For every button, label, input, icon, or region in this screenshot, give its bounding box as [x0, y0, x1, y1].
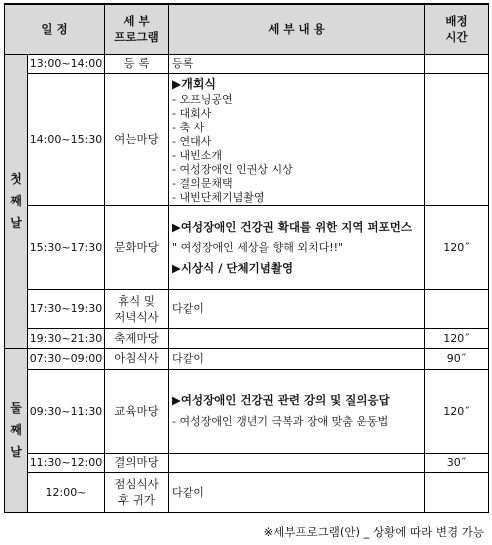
table-row — [5, 348, 489, 369]
time-cell: 17:30~19:30 — [28, 289, 105, 328]
detail-cell: 다같이 — [169, 348, 425, 369]
detail-cell — [169, 369, 425, 453]
detail-cell — [169, 205, 425, 289]
header-row — [5, 4, 489, 54]
program-cell: 문화마당 — [105, 205, 169, 289]
detail-cell — [169, 453, 425, 472]
detail-quote: " 여성장애인 세상을 향해 외치다!!" — [172, 241, 344, 254]
program-cell: 아침식사 — [105, 348, 169, 369]
table-row — [5, 54, 489, 73]
time-cell: 13:00~14:00 — [28, 54, 105, 73]
program-cell: 결의마당 — [105, 453, 169, 472]
detail-cell: 다같이 — [169, 289, 425, 328]
day2-char1: 둘 — [10, 401, 22, 415]
duration-cell: 120˝ — [425, 328, 489, 348]
program-line2: 후 귀가 — [118, 493, 155, 507]
duration-cell: 30˝ — [425, 453, 489, 472]
detail-heading: ▶여성장애인 건강권 확대를 위한 지역 퍼포먼스 — [172, 220, 412, 234]
program-line2: 저녁식사 — [114, 309, 159, 324]
list-item: - 여성장애인 인권상 시상 — [172, 162, 293, 176]
day1-label — [5, 54, 28, 348]
day1-char3: 날 — [10, 216, 22, 230]
detail-cell — [169, 73, 425, 205]
time-cell: 19:30~21:30 — [28, 328, 105, 348]
time-cell: 11:30~12:00 — [28, 453, 105, 472]
time-cell: 07:30~09:00 — [28, 348, 105, 369]
list-item: - 결의문채택 — [172, 176, 233, 190]
header-schedule: 일 정 — [5, 4, 105, 54]
table-row — [5, 73, 489, 205]
schedule-table — [4, 3, 489, 513]
detail-heading: ▶여성장애인 건강권 관련 강의 및 질의응답 — [172, 393, 390, 407]
duration-cell: 120˝ — [425, 205, 489, 289]
day2-label — [5, 348, 28, 512]
list-item: - 대회사 — [172, 106, 212, 120]
header-program-line2: 프로그램 — [114, 30, 159, 45]
header-alloc — [425, 4, 489, 54]
duration-cell — [425, 472, 489, 512]
duration-cell: 120˝ — [425, 369, 489, 453]
footnote: ※세부프로그램(안) _ 상황에 따라 변경 가능 — [263, 525, 484, 539]
program-cell: 여는마당 — [105, 73, 169, 205]
header-detail: 세 부 내 용 — [169, 4, 425, 54]
header-alloc-line1: 배정 — [445, 14, 468, 29]
table-row — [5, 289, 489, 328]
detail-cell: 다같이 — [169, 472, 425, 512]
detail-cell: 등록 — [169, 54, 425, 73]
table-row — [5, 205, 489, 289]
duration-cell — [425, 54, 489, 73]
detail-heading: ▶개회식 — [172, 76, 217, 91]
day1-char2: 째 — [10, 194, 22, 208]
duration-cell — [425, 289, 489, 328]
time-cell: 09:30~11:30 — [28, 369, 105, 453]
time-cell: 14:00~15:30 — [28, 73, 105, 205]
detail-cell — [169, 328, 425, 348]
list-item: - 오프닝공연 — [172, 92, 233, 106]
table-row — [5, 328, 489, 348]
day2-char3: 날 — [10, 445, 22, 459]
list-item: - 축 사 — [172, 120, 205, 134]
program-line1: 점심식사 — [114, 477, 159, 491]
detail-heading-2: ▶시상식 / 단체기념촬영 — [172, 261, 294, 275]
list-item: - 연대사 — [172, 134, 212, 148]
header-program-line1: 세 부 — [123, 14, 150, 29]
table-row — [5, 472, 489, 512]
program-cell: 축제마당 — [105, 328, 169, 348]
header-alloc-line2: 시간 — [445, 30, 468, 45]
header-program — [105, 4, 169, 54]
program-line1: 휴식 및 — [118, 293, 155, 308]
table-row — [5, 369, 489, 453]
program-cell: 등 록 — [105, 54, 169, 73]
time-cell: 15:30~17:30 — [28, 205, 105, 289]
schedule-table-wrapper — [4, 3, 488, 513]
table-row — [5, 453, 489, 472]
list-item: - 내빈소개 — [172, 148, 222, 162]
duration-cell: 90˝ — [425, 348, 489, 369]
day1-char1: 첫 — [10, 172, 22, 186]
duration-cell — [425, 73, 489, 205]
program-cell: 교육마당 — [105, 369, 169, 453]
list-item: - 내빈단체기념촬영 — [172, 190, 265, 204]
program-cell — [105, 289, 169, 328]
program-cell — [105, 472, 169, 512]
time-cell: 12:00~ — [28, 472, 105, 512]
list-item: - 여성장애인 갱년기 극복과 장애 맞춤 운동법 — [172, 415, 389, 428]
day2-char2: 째 — [10, 423, 22, 437]
